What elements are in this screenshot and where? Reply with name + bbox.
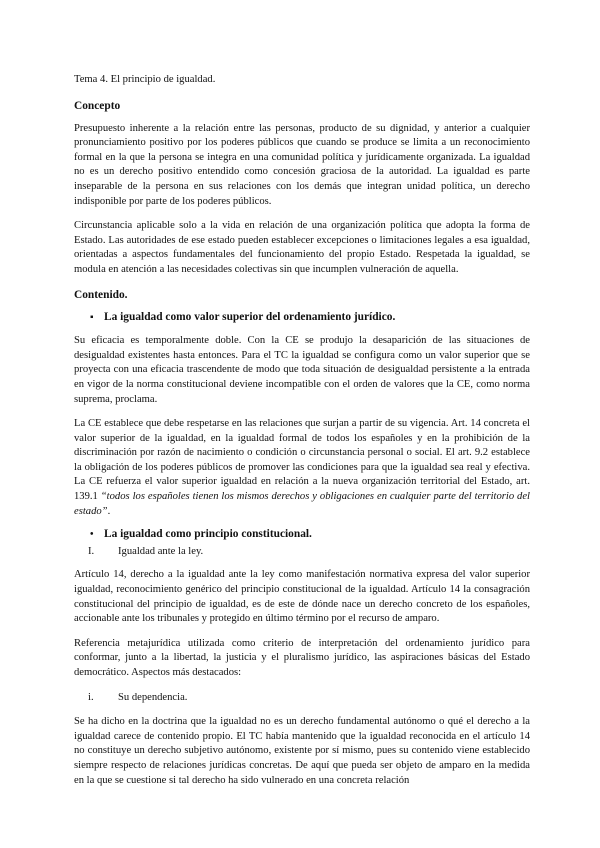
paragraph-7: Se ha dicho en la doctrina que la igualdad no es un derecho fundamental autónomo o qué el derecho a la igualdad carece de contenido propio. El TC había mantenido que la igualdad reconocida en el artículo 14 no constituye un derecho subjetivo autónomo, existente por sí mismo, pues su contenido viene establecido siempre respecto de relaciones jurídicas concretas. De aquí que pueda ser objeto de amparo en la medida en la que se cuestione si tal derecho ha sido vulnerado en una concreta relación (74, 716, 530, 786)
paragraph-4-quote: “todos los españoles tienen los mismos derechos y obligaciones en cualquier parte del territorio del estado” (74, 491, 530, 517)
numbered-item-dependencia (74, 691, 530, 706)
paragraph-5: Artículo 14, derecho a la igualdad ante la ley como manifestación normativa expresa del valor superior igualdad, reconocimiento genérico del principio constitucional de la igualdad. Artículo 14 la consagración constitucional del principio de igualdad, es de este de dónde nace un derecho concreto de los españoles, accionable ante los tribunales y protegido en último término por el recurso de amparo. (74, 569, 530, 625)
round-bullet-icon: • (90, 529, 94, 541)
square-bullet-icon: ▪ (90, 311, 94, 323)
paragraph-4-end: . (107, 505, 111, 517)
paragraph-1: Presupuesto inherente a la relación entre las personas, producto de su dignidad, y anterior a cualquier pronunciamiento positivo por los poderes públicos que cuando se produce se limita a un reconocimiento formal en la que la persona se integra en una comunidad política y jurídicamente organizada. La igualdad no es un derecho positivo entendido como concesión graciosa de la autoridad. La igualdad es parte inseparable de la persona en sus relaciones con los demás que integran unidad política, un derecho indisponible por parte de los poderes públicos. (74, 122, 530, 207)
numbered-item-igualdad-ley (74, 545, 530, 560)
list-text: Igualdad ante la ley. (118, 545, 204, 557)
list-text: Su dependencia. (118, 691, 188, 703)
paragraph-2: Circunstancia aplicable solo a la vida en relación de una organización política que adopta la forma de Estado. Las autoridades de ese estado pueden establecer excepciones o limitaciones legales a esa igualdad, orientadas a aspectos fundamentales del funcionamiento del propio Estado. Respetada la igualdad, se modula en atención a las necesidades colectivas sin que incumplen vulneración de aquella. (74, 220, 530, 275)
heading-concepto: Concepto (74, 99, 121, 112)
bullet-item-principio (74, 527, 530, 543)
paragraph-3: Su eficacia es temporalmente doble. Con la CE se produjo la desaparición de las situaciones de desigualdad existentes hasta entonces. Para el TC la igualdad se configura como un valor superior que se proyecta con una eficacia trascendente de modo que toda situación de desigualdad persistente a la entrada en vigor de la norma constitucional deviene incompatible con el orden de valores que la CE, como norma suprema, proclama. (74, 335, 530, 405)
bullet-text: La igualdad como valor superior del ordenamiento jurídico. (104, 310, 396, 323)
bullet-item-valor-superior (74, 310, 530, 326)
paragraph-4 (74, 417, 530, 519)
paragraph-6: Referencia metajurídica utilizada como criterio de interpretación del ordenamiento jurídico para conformar, junto a la libertad, la justicia y el pluralismo jurídico, las aspiraciones básicas del Estado democrático. Aspectos más destacados: (74, 637, 530, 678)
heading-contenido: Contenido. (74, 288, 128, 301)
list-number: i. (88, 691, 94, 703)
bullet-text: La igualdad como principio constitucional. (104, 528, 312, 541)
document-title: Tema 4. El principio de igualdad. (74, 74, 216, 85)
list-number: I. (88, 545, 95, 557)
paragraph-4-text: La CE establece que debe respetarse en las relaciones que surjan a partir de su vigencia. Art. 14 concreta el valor superior de la igualdad, en la igualdad formal de todos los españoles y en la prohibición de la discriminación por razón de nacimiento o condición o circunstancia personal o social. El art. 9.2 establece la obligación de los poderes públicos de promover las condiciones para que la igualdad sea real y efectiva. La CE refuerza el valor superior igualdad en relación a la nueva organización territorial del Estado, art. 139.1 (74, 418, 530, 503)
document-body (74, 73, 530, 788)
